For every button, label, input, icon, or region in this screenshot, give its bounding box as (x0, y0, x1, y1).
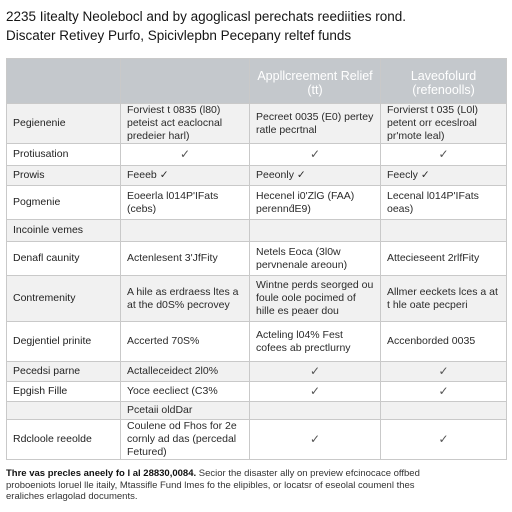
table-cell: Wintne perds seorged ou foule oole pocimed of hille es peaer dou (250, 276, 381, 322)
table-cell: Actalleceidect 2l0% (121, 362, 250, 382)
row-label: Incoinle vemes (7, 220, 121, 242)
header-cell-0 (7, 59, 121, 104)
header-cell-1 (121, 59, 250, 104)
check-icon: ✓ (121, 144, 250, 166)
table-row (7, 362, 507, 382)
check-icon: ✓ (250, 420, 381, 460)
table-cell: Pcetaii oldDar (121, 402, 250, 420)
table-cell (381, 220, 507, 242)
table-cell: A hile as erdraess ltes a at the d0S% pecrovey (121, 276, 250, 322)
table-cell: Forviest t 0835 (l80) peteist act eaclocnal predeier harl) (121, 104, 250, 144)
table-cell: Peeonly ✓ (250, 166, 381, 186)
table-cell: Yoce eecliect (C3% (121, 382, 250, 402)
document-title: 2235 Iitealty Neolebocl and by agoglicasl perechats reediities rond. (6, 9, 406, 24)
row-label: Protiusation (7, 144, 121, 166)
table-row (7, 322, 507, 362)
table-cell: Forvierst t 035 (L0l) petent orr eceslroal pr'mote leal) (381, 104, 507, 144)
footnote-line-3: eraliches erlagolad documents. (6, 491, 138, 502)
row-label: Epgish Fille (7, 382, 121, 402)
table-row (7, 276, 507, 322)
check-icon: ✓ (381, 382, 507, 402)
header-cell-2: Appllcreement Relief (tt) (250, 59, 381, 104)
table-cell: Acteling l04% Fest cofees ab prectlurny (250, 322, 381, 362)
table-cell: Lecenal l014P'IFats oeas) (381, 186, 507, 220)
table-cell (250, 220, 381, 242)
row-label: Pecedsi parne (7, 362, 121, 382)
table-header-row (7, 59, 507, 104)
row-label: Denafl caunity (7, 242, 121, 276)
table-cell: Coulene od Fhos for 2e cornly ad das (percedal Fetured) (121, 420, 250, 460)
footnote-lead: Thre vas precles aneely fo l al 28830,0084. (6, 468, 197, 479)
table-cell: Feecly ✓ (381, 166, 507, 186)
row-label: Rdcloole reeolde (7, 420, 121, 460)
row-label: Pegienenie (7, 104, 121, 144)
row-label (7, 402, 121, 420)
table-row (7, 242, 507, 276)
footnote-text: Secior the disaster ally on preview efcinocace offbed (198, 468, 420, 479)
check-icon: ✓ (250, 362, 381, 382)
document-subtitle: Discater Retivey Purfo, Spicivlepbn Pecepany reltef funds (6, 28, 352, 43)
table-row (7, 104, 507, 144)
table-cell: Pecreet 0035 (E0) pertey ratle pecrtnal (250, 104, 381, 144)
table-cell: Hecenel i0'ZlG (FAA) perennd́E9) (250, 186, 381, 220)
check-icon: ✓ (381, 420, 507, 460)
header-cell-3: Laveofolurd (refenoolls) (381, 59, 507, 104)
table-row (7, 420, 507, 460)
table-cell: Feeeb ✓ (121, 166, 250, 186)
table-cell: Attecieseent 2rlfFity (381, 242, 507, 276)
table-cell: Actenlesent 3'JfFity (121, 242, 250, 276)
row-label: Prowis (7, 166, 121, 186)
check-icon: ✓ (381, 144, 507, 166)
table-cell: Accerted 70S% (121, 322, 250, 362)
table-cell (381, 402, 507, 420)
check-icon: ✓ (250, 382, 381, 402)
table-cell: Eoeerla l014P'IFats (cebs) (121, 186, 250, 220)
table-cell (250, 402, 381, 420)
table-row (7, 144, 507, 166)
table-row (7, 186, 507, 220)
check-icon: ✓ (250, 144, 381, 166)
footnote-line-1 (6, 468, 506, 479)
comparison-table (6, 58, 507, 460)
table-cell: Allmer eeckets lces a at t hle oate pecperi (381, 276, 507, 322)
table-row (7, 382, 507, 402)
table-cell: Netels Eoca (3l0w pervnenale areoun) (250, 242, 381, 276)
table-row (7, 220, 507, 242)
check-icon: ✓ (381, 362, 507, 382)
row-label: Pogmenie (7, 186, 121, 220)
table-row (7, 166, 507, 186)
table-row (7, 402, 507, 420)
table-cell (121, 220, 250, 242)
footnote-line-2: proboeniots loruel lle itaily, Mtassifle Fund lmes fo the elipibles, or locatsr of eseolal coumenl thes (6, 480, 415, 491)
row-label: Contremenity (7, 276, 121, 322)
row-label: Degjentiel prinite (7, 322, 121, 362)
table-cell: Accenborded 0035 (381, 322, 507, 362)
